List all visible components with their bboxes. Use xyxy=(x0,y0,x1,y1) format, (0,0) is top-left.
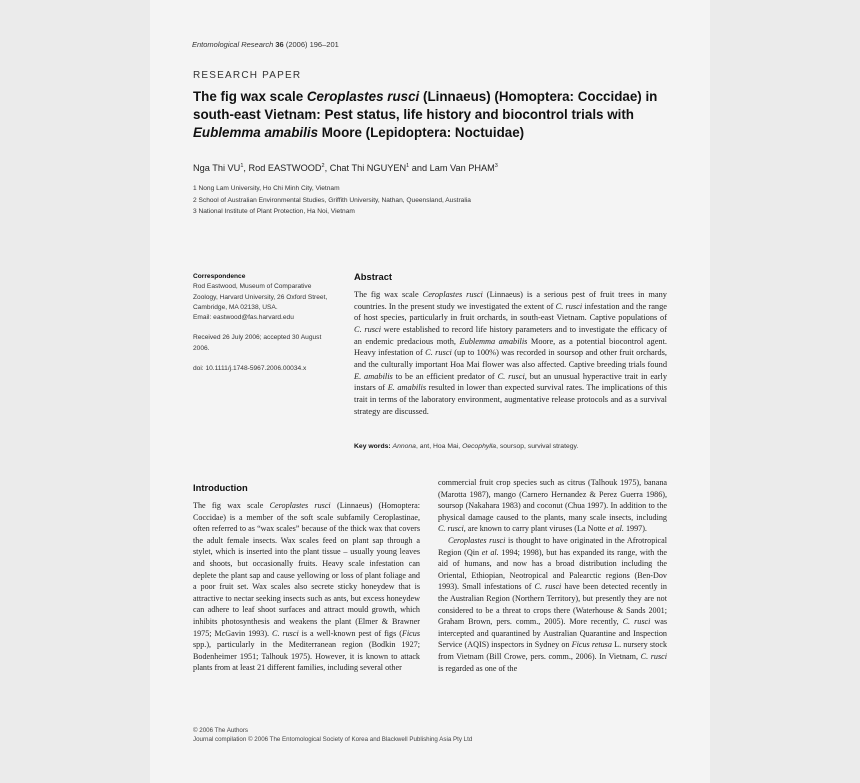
author-affiliation-marker: 1 xyxy=(406,163,410,169)
journal-name: Entomological Research xyxy=(192,40,274,49)
author-affiliation-marker: 1 xyxy=(240,163,244,169)
abstract-text: The fig wax scale Ceroplastes rusci (Linnaeus) is a serious pest of fruit trees in many countries. In the present study we investigated the extent of C. rusci infestation and the range of host species, particularly in fruit orchards, in south-east Vietnam. Captive populations of C. rusci were established to record life history parameters and to investigate the efficacy of an endemic predacious moth, Eublemma amabilis Moore, as a potential biocontrol agent. Heavy infestation of C. rusci (up to 100%) was recorded in soursop and other fruit orchards, and the culturally important Hoa Mai flower was also affected. Captive breeding trials found E. amabilis to be an efficient predator of C. rusci, but an unusual hyperactive trait in early instars of E. amabilis resulted in lower than expected survival rates. The implications of this trait in terms of the laboratory environment, augmentative release protocols and as a survival strategy are discussed. xyxy=(354,290,667,416)
author-affiliation-marker: 2 xyxy=(321,163,325,169)
correspondence-email[interactable]: Email: eastwood@fas.harvard.edu xyxy=(193,314,294,322)
affiliation-list xyxy=(193,183,663,218)
paper-title: The fig wax scale Ceroplastes rusci (Linnaeus) (Homoptera: Coccidae) in south-east Vietnam: Pest status, life history and biocontrol trials with Eublemma amabilis Moore (Lepidoptera: Noctuidae) xyxy=(193,89,658,140)
affiliation-item: 3 National Institute of Plant Protection, Ha Noi, Vietnam xyxy=(193,208,355,215)
received-dates: Received 26 July 2006; accepted 30 August 2006. xyxy=(193,334,322,352)
journal-volume: 36 xyxy=(275,40,284,49)
author-name: Chat Thi NGUYEN xyxy=(329,163,407,174)
author-name: Lam Van PHAM xyxy=(429,163,495,174)
correspondence-block xyxy=(193,272,333,384)
author-affiliation-marker: 3 xyxy=(494,163,498,169)
doi-text[interactable]: doi: 10.1111/j.1748-5967.2006.00034.x xyxy=(193,365,307,373)
keywords-line xyxy=(354,443,667,450)
footer-compilation: Journal compilation © 2006 The Entomological Society of Korea and Blackwell Publishing Asia Pty Ltd xyxy=(193,736,473,743)
correspondence-heading: Correspondence xyxy=(193,273,246,280)
keywords-values: Annona, ant, Hoa Mai, Oecophylla, soursop, survival strategy. xyxy=(392,443,579,450)
section-label: RESEARCH PAPER xyxy=(193,70,302,81)
journal-pages: (2006) 196–201 xyxy=(285,40,339,49)
introduction-column-left xyxy=(193,500,420,674)
author-list: Nga Thi $VU^1$, Rod EASTWOOD$^2$, Chat Thi NGUYEN$^1$ and Lam Van PHAM$^3$ xyxy=(193,163,498,174)
introduction-column-right xyxy=(438,477,667,674)
page-footer xyxy=(193,726,663,744)
affiliation-item: 1 Nong Lam University, Ho Chi Minh City, Vietnam xyxy=(193,185,340,192)
journal-header xyxy=(192,40,339,49)
intro-paragraph-2: commercial fruit crop species such as citrus (Talhouk 1975), banana (Marotta 1987), mango (Carnero Hernandez & Perez Guerra 1986), soursop (Nakahara 1983) and coconut (Chua 1997). In addition to the physical damage caused to the plants, many scale insects, including C. rusci, are known to carry plant viruses (La Notte et al. 1997). xyxy=(438,478,667,534)
footer-copyright: © 2006 The Authors xyxy=(193,727,249,734)
intro-paragraph-3: Ceroplastes rusci is thought to have originated in the Afrotropical Region (Qin et al. 1994; 1998), but has expanded its range, with the aid of humans, and now has a broad distribution including the Oriental, Ethiopian, Neotropical and Palearctic regions (Ben-Dov 1993). Small infestations of C. rusci have been detected recently in the Australian Region (Northern Territory), but presently they are not considered to be a threat to crops there (Waterhouse & Sands 2001; Graham Brown, pers. comm., 2005). More recently, C. rusci was intercepted and quarantined by Australian Quarantine and Inspection Service (AQIS) inspectors in Sydney on Ficus retusa L. nursery stock from Vietnam (Bill Crowe, pers. comm., 2006). In Vietnam, C. rusci is regarded as one of the xyxy=(438,535,668,673)
keywords-label: Key words: xyxy=(354,443,391,450)
author-name: Rod EASTWOOD xyxy=(248,163,322,174)
correspondence-address: Rod Eastwood, Museum of Comparative Zoology, Harvard University, 26 Oxford Street, Cambridge, MA 02138, USA. xyxy=(193,283,328,311)
introduction-heading: Introduction xyxy=(193,482,248,493)
abstract-heading: Abstract xyxy=(354,271,393,282)
affiliation-item: 2 School of Australian Environmental Studies, Griffith University, Nathan, Queensland, Australia xyxy=(193,196,471,204)
author-name: Nga Thi VU xyxy=(193,163,241,174)
intro-paragraph-1: The fig wax scale Ceroplastes rusci (Linnaeus) (Homoptera: Coccidae) is a member of the soft scale subfamily Ceroplastinae, often referred to as “wax scales” because of the thick wax that covers the adult female insects. Wax scales feed on plant sap through a stylet, which is inserted into the plant tissue – usually young leaves and shoots, but occasionally fruits. Heavy scale infestation can deplete the plant sap and cause yellowing or loss of plant foliage and a poor fruit set. Wax scales also secrete sticky honeydew that is attractive to nectar seeking insects such as ants, but excess honeydew can adhere to leaf shoot surfaces and attract mould growth, which inhibits photosynthesis and weakens the plant (Elmer & Brawner 1975; McGavin 1993). C. rusci is a well-known pest of figs (Ficus spp.), particularly in the Mediterranean region (Bodkin 1927; Bodenheimer 1951; Talhouk 1975). However, it is known to attack plants from at least 21 different families, including several other xyxy=(193,501,421,673)
